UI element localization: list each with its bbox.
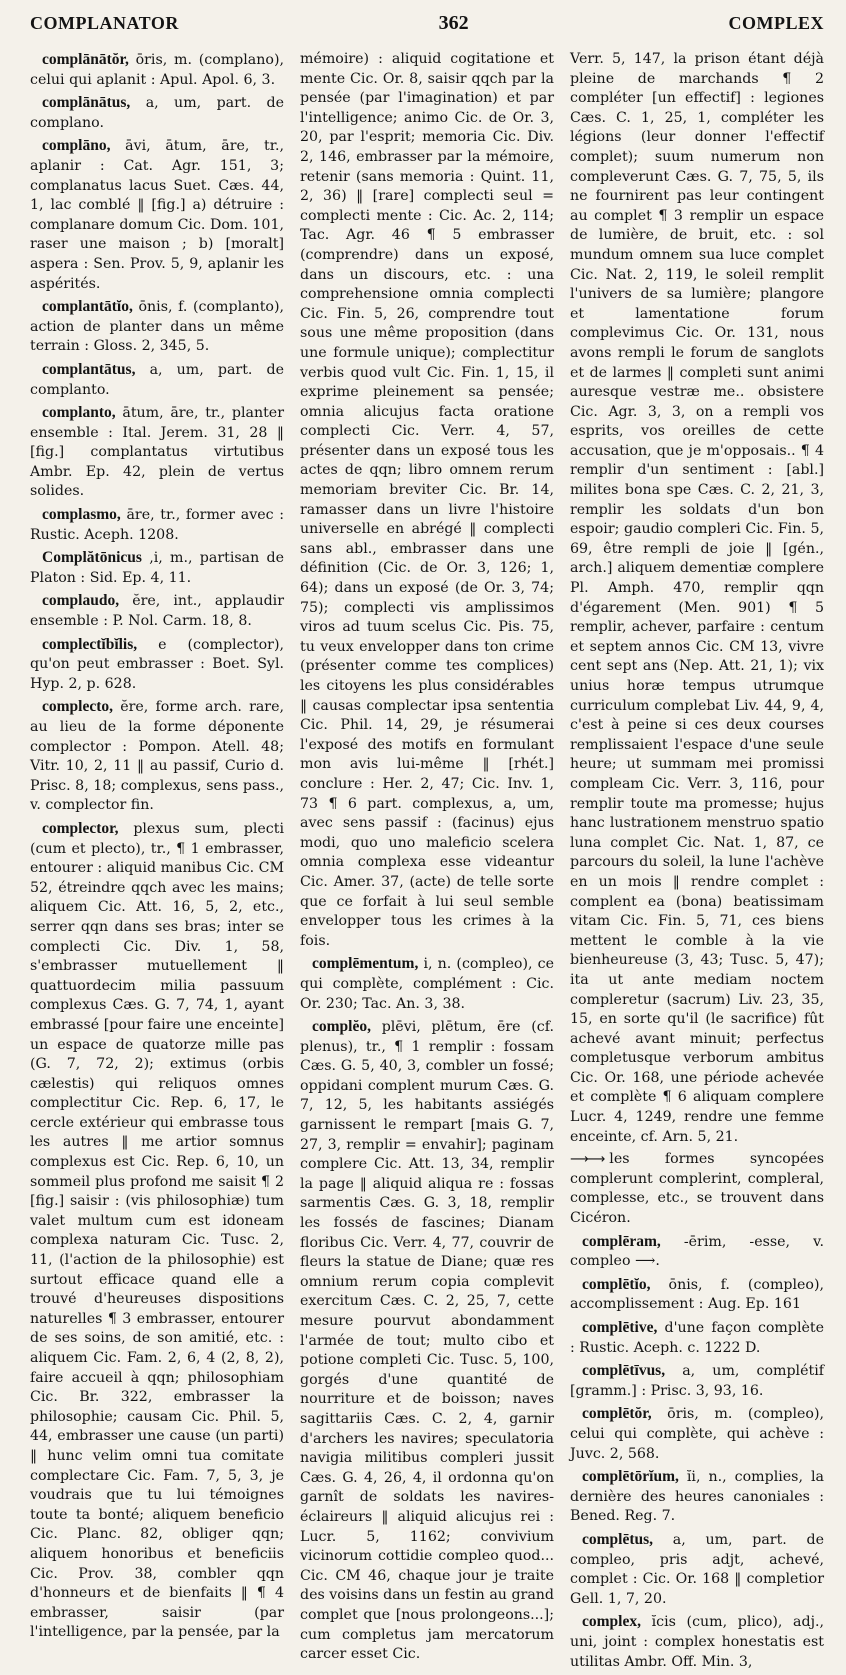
entry-headword: complānātus, xyxy=(42,94,131,112)
entry-definition: ĕre, int., applaudir ensemble : P. Nol. Carm. 18, 8. xyxy=(30,593,284,630)
entry-definition: ĭi, n., complies, la dernière des heures canoniales : Bened. Reg. 7. xyxy=(570,1469,824,1525)
entry-headword: complanto, xyxy=(42,404,116,422)
entry-headword: complētŏr, xyxy=(582,1405,652,1423)
dictionary-entry xyxy=(30,136,284,294)
dictionary-entry xyxy=(30,93,284,133)
entry-headword: complānātŏr, xyxy=(42,51,129,68)
dictionary-entry xyxy=(30,360,284,400)
entry-definition: ōris, m. (compleo), celui qui complète, qui achève : Juvc. 2, 568. xyxy=(570,1406,824,1462)
dictionary-entry xyxy=(570,1361,824,1401)
entry-definition: a, um, part. de compleo, pris adjt, achevé, complet : Cic. Or. 168 ‖ completior Gell. 1, 7, 20. xyxy=(570,1531,824,1607)
dictionary-entry xyxy=(30,819,284,1643)
dictionary-entry xyxy=(30,505,284,545)
page-header xyxy=(30,12,824,44)
entry-headword: complasmo, xyxy=(42,506,121,524)
dictionary-entry xyxy=(30,591,284,631)
entry-definition: Verr. 5, 147, la prison étant déjà pleine de marchands ¶ 2 compléter [un effectif] : legiones Cæs. C. 1, 25, 1, compléter les légions (leur donner l'effectif complet); suum numerum non compleverunt Cæs. G. 7, 75, 5, ils ne fournirent pas leur contingent au complet ¶ 3 remplir un espace de lumière, de bruit, etc. : sol mundum omnem sua luce complet Cic. Nat. 2, 119, le soleil remplit l'univers de sa lumière; plangore et lamentatione forum complevimus Cic. Or. 131, nous avons rempli le forum de sanglots et de larmes ‖ completi sunt animi auresque vestræ me.. obsistere Cic. Agr. 3, 3, on a rempli vos esprits, vos oreilles de cette accusation, que je m'opposais.. ¶ 4 remplir d'un sentiment : [abl.] milites bona spe Cæs. C. 2, 21, 3, remplir les soldats d'un bon espoir; gaudio compleri Cic. Fin. 5, 69, être rempli de joie ‖ [gén., arch.] aliquem dementiæ complere Pl. Amph. 470, remplir qqn d'égarement (Men. 901) ¶ 5 remplir, achever, parfaire : centum et septem annos Cic. CM 13, vivre cent sept ans (Nep. Att. 21, 1); vix unius horæ tempus utrumque curriculum complebat Liv. 44, 9, 4, c'est à peine si ces deux courses remplissaient l'espace d'une seule heure; ut summam mei promissi compleam Cic. Verr. 3, 116, pour remplir toute ma promesse; hujus hanc lustrationem menstruo spatio luna complet Cic. Nat. 1, 87, ce parcours du soleil, la lune l'achève en un mois ‖ rendre complet : complent ea (bona) beatissimam vitam Cic. Fin. 5, 71, ces biens mettent le comble à la vie bienheureuse (3, 43; Tusc. 5, 47); ita ut ante mediam noctem compleretur (sacrum) Liv. 23, 35, 15, en sorte qu'il (le sacrifice) fût achevé avant minuit; perfectus completusque verborum ambitus Cic. Or. 168, une période achevée et complète ¶ 6 aliquam complere Lucr. 4, 1249, rendre une femme enceinte, cf. Arn. 5, 21. xyxy=(570,51,824,1145)
arrow-icon: ⟶⟶ xyxy=(570,1152,604,1168)
entry-headword: complantātĭo, xyxy=(42,298,133,316)
entry-headword: complaudo, xyxy=(42,592,120,610)
entry-definition: -ērim, -esse, v. compleo ⟶. xyxy=(570,1233,824,1270)
entry-headword: complētīvus, xyxy=(582,1362,666,1380)
entry-headword: complētive, xyxy=(582,1319,658,1336)
dictionary-entry xyxy=(30,297,284,357)
entry-definition: ōris, m. (complano), celui qui aplanit : Apul. Apol. 6, 3. xyxy=(30,52,284,88)
dictionary-entry xyxy=(570,1232,824,1272)
entry-headword: complecto, xyxy=(42,698,114,716)
dictionary-entry xyxy=(300,50,554,951)
dictionary-entry xyxy=(570,1404,824,1464)
entry-definition: ātum, āre, tr., planter ensemble : Ital. Jerem. 31, 28 ‖ [fig.] complantatus virtutibus Ambr. Ep. 42, plein de vertus solides. xyxy=(30,405,284,500)
entry-definition: i, n. (compleo), ce qui complète, complément : Cic. Or. 230; Tac. An. 3, 38. xyxy=(300,956,554,1012)
entry-definition: plēvi, plētum, ēre (cf. plenus), tr., ¶ 1 remplir : fossam Cæs. G. 5, 40, 3, combler un fossé; oppidani complent murum Cæs. G. 7, 12, 5, les habitants assiégés garnissent le rempart [mais G. 7, 27, 3, remplir = envahir]; paginam complere Cic. Att. 13, 34, remplir la page ‖ aliquid aliqua re : fossas sarmentis Cæs. G. 3, 18, remplir les fossés de fascines; Dianam floribus Cic. Verr. 4, 77, couvrir de fleurs la statue de Diane; quæ res omnium rerum copia complevit exercitum Cæs. C. 2, 25, 7, cette mesure pourvut abondamment l'armée de tout; multo cibo et potione completi Cic. Tusc. 5, 100, gorgés d'une quantité de nourriture et de boisson; naves sagittariis Cæs. C. 2, 4, garnir d'archers les navires; speculatoria navigia militibus compleri jussit Cæs. G. 4, 26, 4, il ordonna qu'on garnît de soldats les navires-éclaireurs ‖ aliquid alicujus rei : Lucr. 5, 1162; convivium vicinorum cottidie compleo quod... Cic. CM 46, chaque jour je traite des voisins dans un festin au grand complet que [nous prolongeons...]; cum completus jam mercatorum carcer esset Cic. xyxy=(300,1019,554,1663)
entry-headword: complantātus, xyxy=(42,360,136,378)
dictionary-entry xyxy=(30,697,284,816)
dictionary-entry xyxy=(570,1612,824,1672)
entry-definition: ,i, m., partisan de Platon : Sid. Ep. 4, 11. xyxy=(30,550,284,586)
entry-headword: complāno, xyxy=(42,137,111,155)
entry-definition: e (complector), qu'on peut embrasser : Boet. Syl. Hyp. 2, p. 628. xyxy=(30,636,284,692)
entry-definition: plexus sum, plecti (cum et plecto), tr., ¶ 1 embrasser, entourer : aliquid manibus Cic. CM 52, étreindre qqch avec les mains; aliquem Cic. Att. 16, 5, 2, etc., serrer qqn dans ses bras; inter se complecti Cic. Div. 1, 58, s'embrasser mutuellement ‖ quattuordecim milia passuum complexus Cæs. G. 7, 74, 1, ayant embrassé [pour faire une enceinte] un espace de quatorze mille pas (G. 7, 72, 2); extimus (orbis cælestis) qui reliquos omnes complectitur Cic. Rep. 6, 17, le cercle extérieur qui embrasse tous les autres ‖ me artior somnus complexus est Cic. Rep. 6, 10, un sommeil plus profond me saisit ¶ 2 [fig.] saisir : (vis philosophiæ) tum valet multum cum est idoneam complexa naturam Cic. Tusc. 2, 11, (l'action de la philosophie) est surtout efficace quand elle a trouvé d'heureuses dispositions naturelles ¶ 3 embrasser, entourer de ses soins, de son amitié, etc. : aliquem Cic. Fam. 2, 6, 4 (2, 8, 2), faire accueil à qqn; philosophiam Cic. Br. 322, embrasser la philosophie; causam Cic. Phil. 5, 44, embrasser une cause (un parti) ‖ hunc velim omni tua comitate complectare Cic. Fam. 7, 5, 3, je voudrais que tu lui témoignes toute ta bonté; aliquem beneficio Cic. Planc. 82, obliger qqn; aliquem honoribus et beneficiis Cic. Prov. 38, combler qqn d'honneurs et de bienfaits ‖ ¶ 4 embrasser, saisir (par l'intelligence, par la pensée, par la xyxy=(30,820,284,1641)
entry-definition: āre, tr., former avec : Rustic. Aceph. 1208. xyxy=(30,507,284,543)
entry-definition: ĭcis (cum, plico), adj., uni, joint : complex honestatis est utilitas Ambr. Off. Min. 3, xyxy=(570,1614,824,1670)
entry-headword: complector, xyxy=(42,819,119,837)
dictionary-entry xyxy=(30,403,284,502)
entry-definition: āvi, ātum, āre, tr., aplanir : Cat. Agr. 151, 3; complanatus lacus Suet. Cæs. 44, 1, lac comblé ‖ [fig.] a) détruire : complanare domum Cic. Dom. 101, raser une maison ; b) [moralt] aspera : Sen. Prov. 5, 9, aplanir les aspérités. xyxy=(30,138,284,292)
entry-definition: mémoire) : aliquid cogitatione et mente Cic. Or. 8, saisir qqch par la pensée (par l'imagination) et par l'intelligence; animo Cic. de Or. 3, 20, par l'esprit; memoria Cic. Div. 2, 146, embrasser par la mémoire, retenir (sans memoria : Quint. 11, 2, 36) ‖ [rare] complecti seul = complecti mente : Cic. Ac. 2, 114; Tac. Agr. 46 ¶ 5 embrasser (comprendre) dans un exposé, dans un discours, etc. : una comprehensione omnia complecti Cic. Fin. 5, 26, comprendre tout sous une même proposition (dans une formule unique); complectitur verbis quod vult Cic. Fin. 1, 15, il exprime pleinement sa pensée; omnia alicujus facta oratione complecti Cic. Verr. 4, 57, présenter dans un exposé tous les actes de qqn; libro omnem rerum memoriam breviter Cic. Br. 14, ramasser dans un livre l'histoire universelle en abrégé ‖ complecti sans abl., embrasser dans une définition (Cic. de Or. 3, 126; 1, 64); dans un exposé (de Or. 3, 74; 75); complecti vis amplissimos viros ad tuum scelus Cic. Pis. 75, tu veux envelopper dans ton crime (présenter comme tes complices) les citoyens les plus considérables ‖ causas complectar ipsa sententia Cic. Phil. 14, 29, je résumerai l'exposé des motifs en formulant mon avis lui-même ‖ [rhét.] conclure : Her. 2, 47; Cic. Inv. 1, 73 ¶ 6 part. complexus, a, um, avec sens passif : (facinus) ejus modi, quo uno maleficio scelera omnia complexa esse videantur Cic. Amer. 37, (acte) de telle sorte que ce forfait à lui seul semble envelopper tous les crimes à la fois. xyxy=(300,51,554,949)
text-columns xyxy=(30,50,825,1670)
dictionary-entry xyxy=(30,548,284,588)
dictionary-entry xyxy=(570,1530,824,1609)
dictionary-entry xyxy=(570,50,824,1147)
entry-definition: a, um, complétif [gramm.] : Prisc. 3, 93, 16. xyxy=(570,1363,824,1399)
entry-headword: complēmentum, xyxy=(312,955,419,973)
entry-definition: ĕre, forme arch. rare, au lieu de la forme déponente complector : Pompon. Atell. 48; Vitr. 10, 2, 11 ‖ au passif, Curio d. Prisc. 8, 18; complexus, sens pass., v. complector fin. xyxy=(30,699,284,814)
entry-headword: complĕo, xyxy=(312,1018,371,1036)
dictionary-entry xyxy=(30,50,284,90)
column-3 xyxy=(570,50,824,1675)
left-running-head: COMPLANATOR xyxy=(30,13,179,33)
dictionary-entry xyxy=(300,954,554,1014)
entry-headword: Complătōnicus xyxy=(42,549,142,567)
dictionary-entry xyxy=(300,1017,554,1665)
right-running-head: COMPLEX xyxy=(728,13,824,33)
dictionary-entry xyxy=(30,635,284,695)
entry-definition: ōnis, f. (complanto), action de planter dans un même terrain : Gloss. 2, 345, 5. xyxy=(30,299,284,355)
entry-definition: a, um, part. de complano. xyxy=(30,95,284,131)
entry-definition: ōnis, f. (compleo), accomplissement : Aug. Ep. 161 xyxy=(570,1276,825,1313)
entry-headword: complētĭo, xyxy=(582,1275,651,1293)
entry-definition: les formes syncopées complerunt complerint, compleral, complesse, etc., se trouvent dans Cicéron. xyxy=(570,1151,824,1227)
column-2 xyxy=(300,50,554,1675)
column-1 xyxy=(30,50,284,1675)
dictionary-entry xyxy=(570,1275,824,1315)
entry-headword: complectĭbĭlis, xyxy=(42,635,138,653)
entry-definition: a, um, part. de complanto. xyxy=(30,361,284,398)
page-number: 362 xyxy=(438,12,469,34)
dictionary-entry xyxy=(570,1150,824,1228)
entry-headword: complētus, xyxy=(582,1530,654,1548)
dictionary-entry xyxy=(570,1467,824,1527)
entry-headword: complētōrĭum, xyxy=(582,1468,679,1486)
entry-definition: d'une façon complète : Rustic. Aceph. c. 1222 D. xyxy=(570,1320,825,1356)
dictionary-entry xyxy=(570,1318,824,1358)
entry-headword: complex, xyxy=(582,1613,641,1631)
entry-headword: complēram, xyxy=(582,1232,661,1250)
